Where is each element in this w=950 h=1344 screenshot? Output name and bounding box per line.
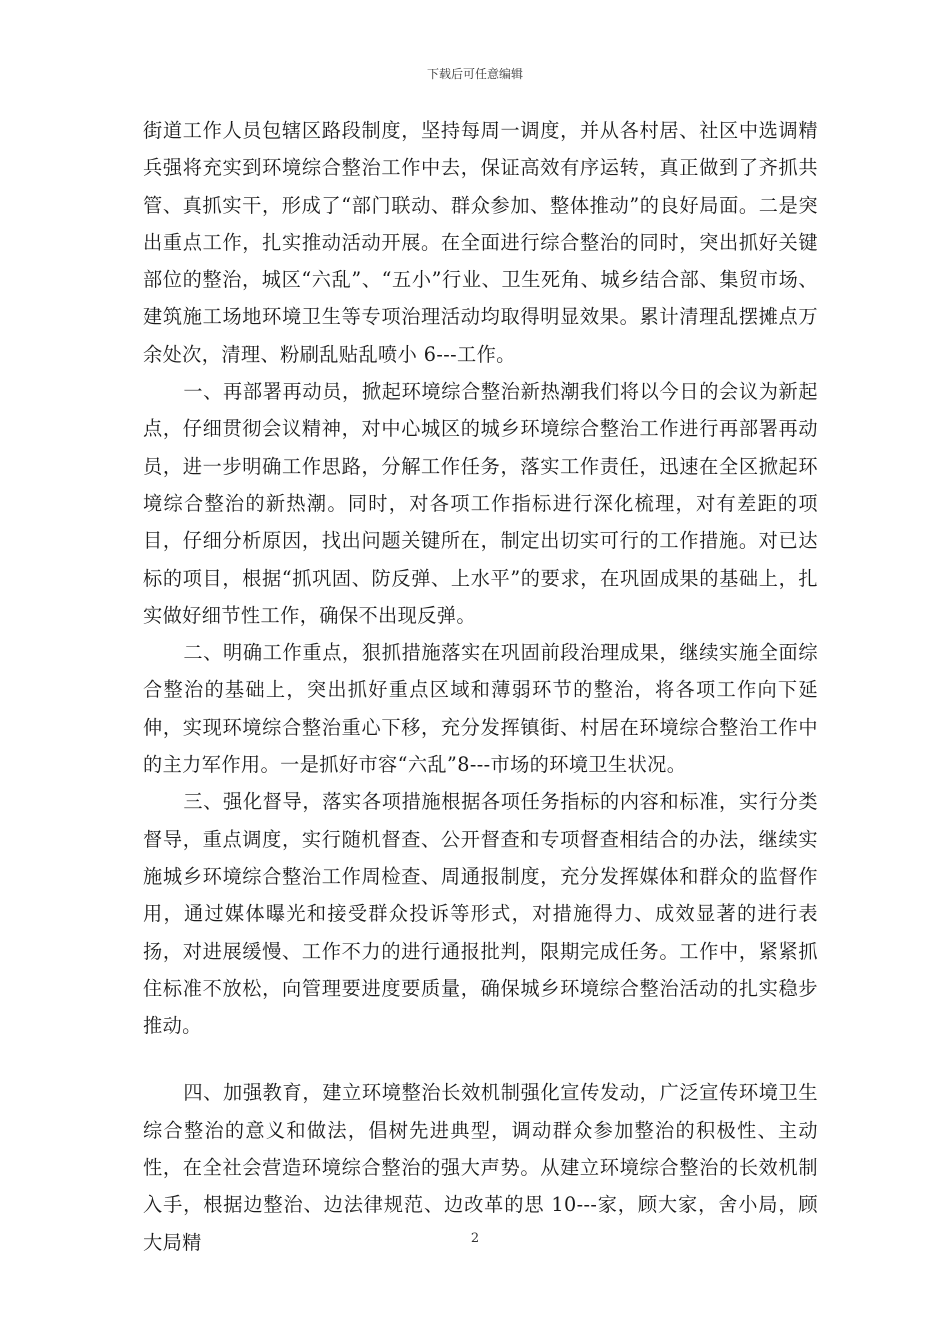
paragraph-section-4: 四、加强教育，建立环境整治长效机制强化宣传发动，广泛宣传环境卫生综合整治的意义和做法，倡树先进典型，调动群众参加整治的积极性、主动性，在全社会营造环境综合整治的强大声势。从建立环境综合整治的长效机制入手，根据边整治、边法律规范、边改革的思 10---家，顾大家，舍小局，顾大局精: [143, 1081, 818, 1254]
paragraph-spacer: [143, 1044, 818, 1074]
paragraph-section-2: 二、明确工作重点，狠抓措施落实在巩固前段治理成果，继续实施全面综合整治的基础上，突出抓好重点区域和薄弱环节的整治，将各项工作向下延伸，实现环境综合整治重心下移，充分发挥镇街、村居在环境综合整治工作中的主力军作用。一是抓好市容“六乱”8---市场的环境卫生状况。: [143, 641, 818, 777]
page-header: 下载后可任意编辑: [426, 67, 523, 81]
paragraph-section-3: 三、强化督导，落实各项措施根据各项任务指标的内容和标准，实行分类督导，重点调度，实行随机督查、公开督查和专项督查相结合的办法，继续实施城乡环境综合整治工作周检查、周通报制度，充分发挥媒体和群众的监督作用，通过媒体曝光和接受群众投诉等形式，对措施得力、成效显著的进行表扬，对进展缓慢、工作不力的进行通报批判，限期完成任务。工作中，紧紧抓住标准不放松，向管理要进度要质量，确保城乡环境综合整治活动的扎实稳步推动。: [143, 790, 818, 1038]
paragraph-section-1: 一、再部署再动员，掀起环境综合整治新热潮我们将以今日的会议为新起点，仔细贯彻会议精神，对中心城区的城乡环境综合整治工作进行再部署再动员，进一步明确工作思路，分解工作任务，落实工作责任，迅速在全区掀起环境综合整治的新热潮。同时，对各项工作指标进行深化梳理，对有差距的项目，仔细分析原因，找出问题关键所在，制定出切实可行的工作措施。对已达标的项目，根据“抓巩固、防反弹、上水平”的要求，在巩固成果的基础上，扎实做好细节性工作，确保不出现反弹。: [143, 380, 818, 627]
document-body: [143, 112, 818, 1261]
paragraph-continuation: 街道工作人员包辖区路段制度，坚持每周一调度，并从各村居、社区中选调精兵强将充实到环境综合整治工作中去，保证高效有序运转，真正做到了齐抓共管、真抓实干，形成了“部门联动、群众参加、整体推动”的良好局面。二是突出重点工作，扎实推动活动开展。在全面进行综合整治的同时，突出抓好关键部位的整治，城区“六乱”、“五小”行业、卫生死角、城乡结合部、集贸市场、建筑施工场地环境卫生等专项治理活动均取得明显效果。累计清理乱摆摊点万余处次，清理、粉刷乱贴乱喷小 6---工作。: [143, 119, 818, 366]
page-number: 2: [470, 1231, 480, 1246]
